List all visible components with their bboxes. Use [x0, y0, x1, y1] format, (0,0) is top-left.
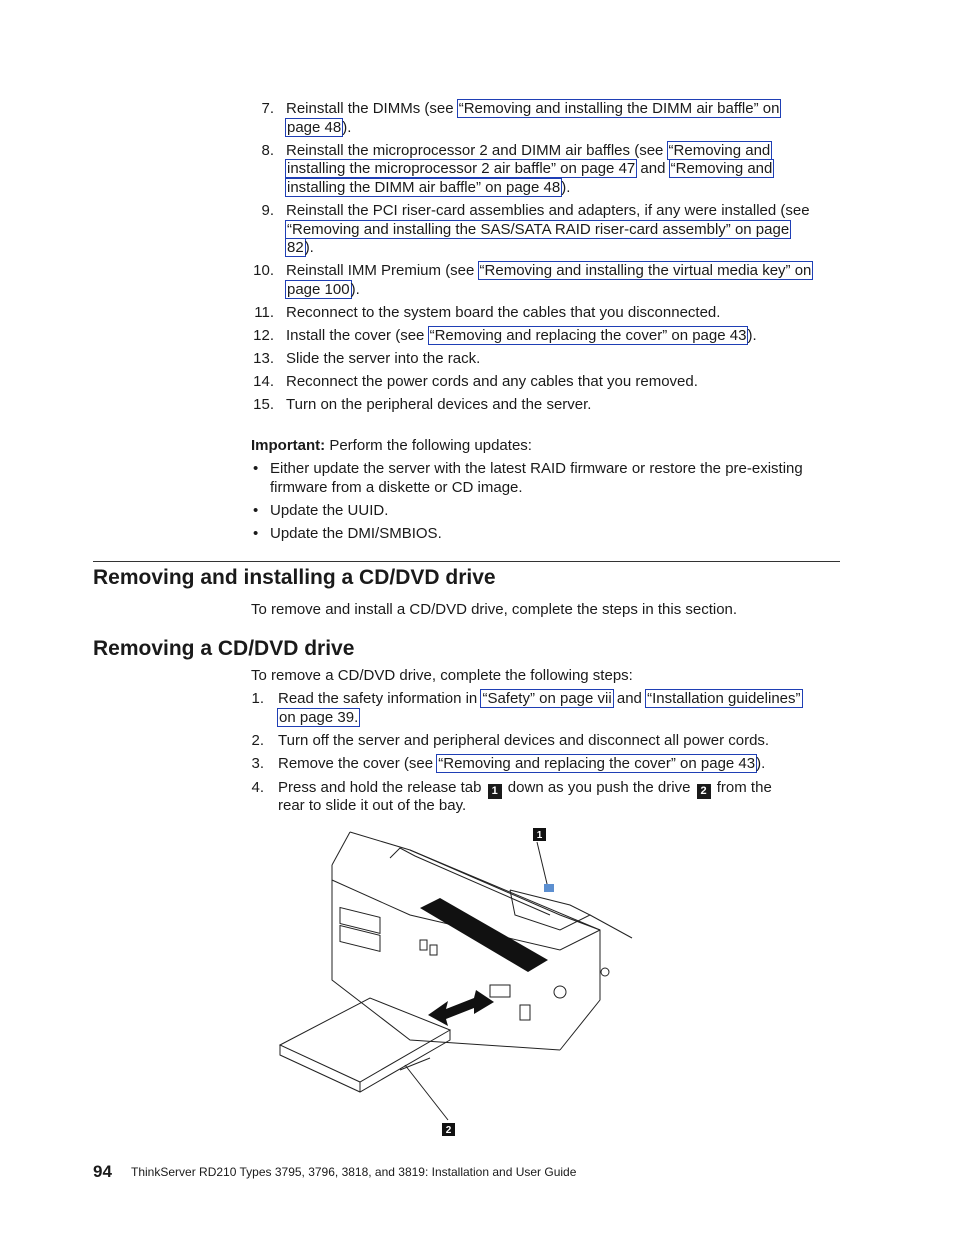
- step-number: 1.: [251, 690, 264, 707]
- cross-reference-link[interactable]: on page 39.: [279, 708, 359, 726]
- cross-reference-link[interactable]: “Installation guidelines”: [647, 690, 801, 707]
- cd-dvd-drive-removal-illustration: [270, 820, 650, 1145]
- step-number: 8.: [261, 141, 274, 159]
- cross-reference-link[interactable]: “Removing and installing the DIMM air baffle” on: [458, 100, 780, 117]
- step-text: Turn on the peripheral devices and the server.: [286, 396, 592, 414]
- step-number: 3.: [251, 754, 264, 772]
- page-number: 94: [93, 1162, 112, 1181]
- step-text: installing the DIMM air baffle” on page 48).: [287, 178, 571, 196]
- bullet-marker: •: [253, 524, 259, 542]
- step-number: 11.: [254, 304, 274, 321]
- step-number: 9.: [261, 202, 274, 219]
- cross-reference-link[interactable]: “Removing and replacing the cover” on page 43: [429, 327, 747, 345]
- step-text: installing the microprocessor 2 air baffle” on page 47 and “Removing and: [287, 160, 773, 178]
- cross-reference-link[interactable]: “Removing and: [668, 141, 771, 159]
- step-text: Turn off the server and peripheral devices and disconnect all power cords.: [278, 731, 770, 749]
- cross-reference-link[interactable]: 82: [287, 239, 304, 257]
- bullet-text: Update the UUID.: [270, 501, 389, 519]
- figure-callout-1: 1: [536, 830, 543, 841]
- bullet-text: Either update the server with the latest RAID firmware or restore the pre-existing: [270, 460, 803, 477]
- subsection-intro: To remove a CD/DVD drive, complete the following steps:: [251, 667, 633, 684]
- cross-reference-link[interactable]: installing the microprocessor 2 air baffle” on page 47: [287, 160, 636, 178]
- important-note: Important: Perform the following updates:: [251, 437, 532, 454]
- section-intro: To remove and install a CD/DVD drive, complete the steps in this section.: [251, 601, 738, 618]
- cross-reference-link[interactable]: “Removing and replacing the cover” on page 43: [438, 754, 756, 772]
- cross-reference-link[interactable]: page 100: [287, 280, 350, 298]
- step-text: Remove the cover (see “Removing and replacing the cover” on page 43).: [278, 754, 766, 772]
- cross-reference-link[interactable]: page 48: [287, 118, 342, 136]
- step-text: Install the cover (see “Removing and replacing the cover” on page 43).: [286, 327, 757, 345]
- step-number: 15.: [253, 396, 274, 414]
- step-text: Read the safety information in “Safety” on page vii and “Installation guidelines”: [278, 690, 801, 707]
- step-text: Reinstall the PCI riser-card assemblies and adapters, if any were installed (see: [286, 202, 810, 219]
- step-number: 4.: [251, 779, 264, 796]
- section-rule: [93, 561, 840, 562]
- step-text: [286, 220, 790, 239]
- subsection-title: Removing a CD/DVD drive: [93, 637, 355, 660]
- cross-reference-link[interactable]: “Safety” on page vii: [482, 690, 612, 707]
- step-text: Reconnect to the system board the cables that you disconnected.: [286, 304, 721, 321]
- bullet-text: firmware from a diskette or CD image.: [270, 478, 523, 496]
- footer-title: ThinkServer RD210 Types 3795, 3796, 3818, and 3819: Installation and User Guide: [131, 1165, 577, 1179]
- step-number: 7.: [261, 100, 274, 117]
- step-number: 2.: [251, 731, 264, 749]
- bullet-text: Update the DMI/SMBIOS.: [270, 524, 442, 542]
- step-text: Slide the server into the rack.: [286, 350, 481, 368]
- step-number: 12.: [253, 327, 274, 345]
- figure-callout-2: 2: [445, 1125, 452, 1136]
- step-text: Reinstall the DIMMs (see “Removing and installing the DIMM air baffle” on: [286, 100, 780, 117]
- step-4-text-cont: rear to slide it out of the bay.: [278, 797, 467, 814]
- step-text: Reinstall IMM Premium (see “Removing and installing the virtual media key” on: [286, 262, 812, 280]
- step-text: 82).: [287, 239, 314, 257]
- step-number: 13.: [253, 350, 274, 368]
- cross-reference-link[interactable]: “Removing and: [670, 160, 773, 178]
- step-number: 10.: [253, 262, 274, 280]
- step-text: page 100).: [287, 280, 360, 298]
- callout-1: 1: [488, 784, 502, 799]
- step-text: Reinstall the microprocessor 2 and DIMM air baffles (see “Removing and: [286, 141, 771, 159]
- bullet-marker: •: [253, 460, 259, 477]
- step-number: 14.: [253, 373, 274, 391]
- step-text: page 48).: [287, 118, 352, 136]
- section-title: Removing and installing a CD/DVD drive: [93, 566, 496, 589]
- step-4-text: Press and hold the release tab 1 down as you push the drive 2 from the: [278, 779, 772, 797]
- step-text: [278, 708, 359, 727]
- callout-2: 2: [697, 784, 711, 799]
- cross-reference-link[interactable]: installing the DIMM air baffle” on page 48: [287, 178, 561, 196]
- cross-reference-link[interactable]: “Removing and installing the SAS/SATA RAID riser-card assembly” on page: [287, 220, 790, 238]
- cross-reference-link[interactable]: “Removing and installing the virtual media key” on: [479, 262, 812, 280]
- step-text: Reconnect the power cords and any cables that you removed.: [286, 373, 698, 391]
- bullet-marker: •: [253, 501, 259, 519]
